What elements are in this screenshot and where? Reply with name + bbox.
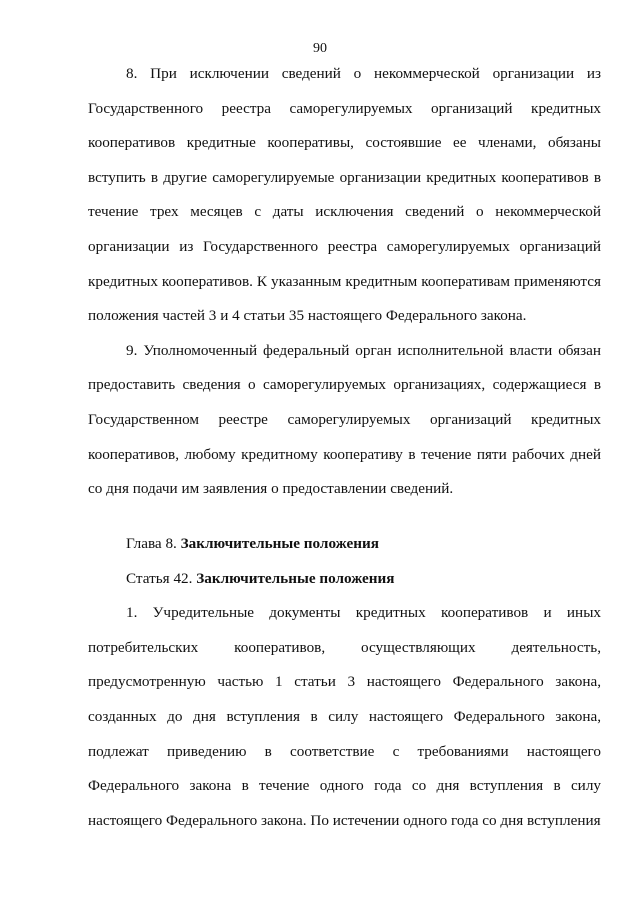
- section-top: [88, 57, 601, 507]
- page-number: 90: [313, 41, 327, 56]
- paragraph-9: 9. Уполномоченный федеральный орган исполнительной власти обязан предоставить сведения о саморегулируемых организациях, содержащиеся в Государственном реестре саморегулируемых организаций кредитных кооперативов, любому кредитному кооперативу в течение пяти рабочих дней со дня подачи им заявления о предоставлении сведений.: [88, 341, 601, 498]
- section-bottom: [88, 527, 601, 838]
- article-heading: [88, 562, 601, 597]
- paragraph-8: 8. При исключении сведений о некоммерческой организации из Государственного реестра саморегулируемых организаций кредитных кооперативов кредитные кооперативы, состоявшие ее членами, обязаны вступить в другие саморегулируемые организации кредитных кооперативов в течение трех месяцев с даты исключения сведений о некоммерческой организации из Государственного реестра саморегулируемых организаций кредитных кооперативов. К указанным кредитным кооперативам применяются положения частей 3 и 4 статьи 35 настоящего Федерального закона.: [88, 65, 601, 325]
- chapter-heading: [88, 527, 601, 562]
- article-prefix: Статья 42.: [126, 569, 197, 587]
- article-title: Заключительные положения: [196, 569, 395, 587]
- chapter-prefix: Глава 8.: [126, 535, 181, 552]
- article-paragraph-1: 1. Учредительные документы кредитных кооперативов и иных потребительских кооперативов, осуществляющих деятельность, предусмотренную частью 1 статьи 3 настоящего Федерального закона, созданных до дня вступления в силу настоящего Федерального закона, подлежат приведению в соответствие с требованиями настоящего Федерального закона в течение одного года со дня вступления в силу настоящего Федерального закона. По истечении одного года со дня вступления: [88, 604, 601, 829]
- chapter-title: Заключительные положения: [180, 535, 379, 552]
